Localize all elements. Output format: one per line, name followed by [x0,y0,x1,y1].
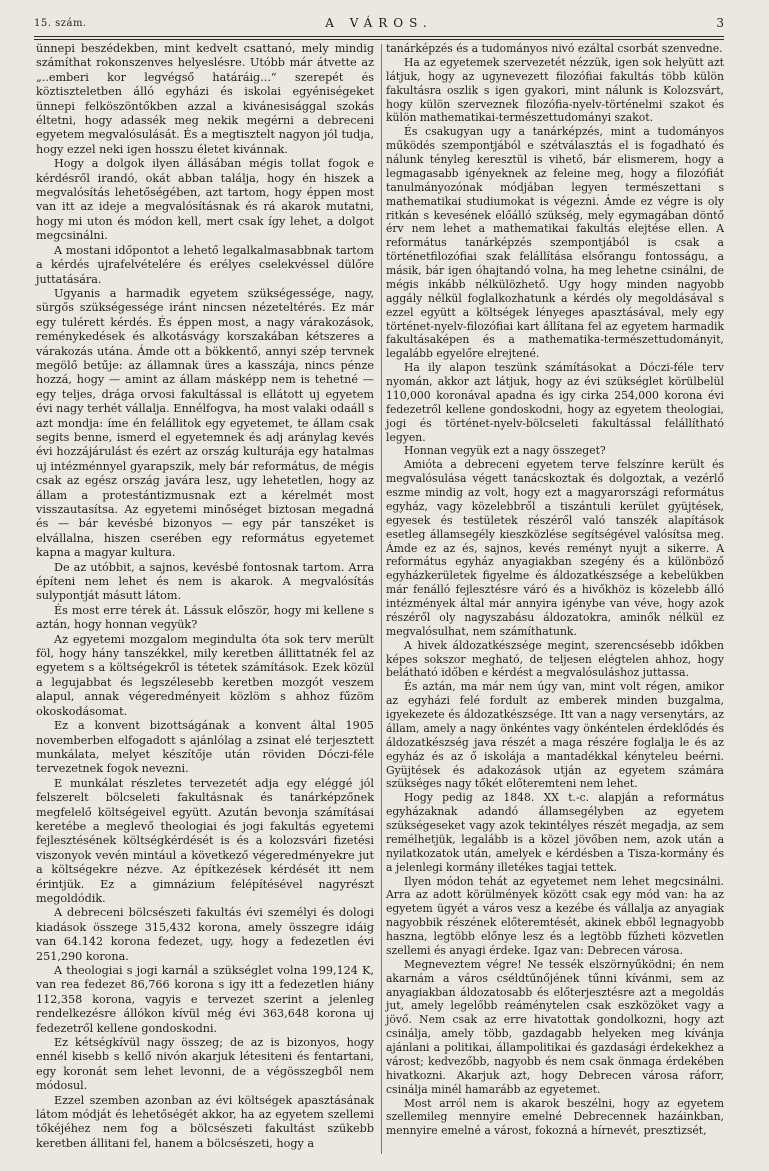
paragraph: Amióta a debreceni egyetem terve felszínre került és megvalósulása végett tanácskoztak és dolgoztak, a vezérlő eszme mindig az volt, hogy ezt a magyarországi református egyház, vagy közelebbről a tiszántuli kerület gyüjtések, egyesek és testületek részéről való tanszék alapítások esetleg államsegély kieszközlése segítségével valósítsa meg. Ámde ez az és, sajnos, kevés reményt nyujt a sikerre. A református egyház anyagiakban szegény és a különböző egyházkerületek figyelme és áldozatkészsége a kebelükben már fenálló fejlesztésre váró és a hivőkhöz is közelebb álló intézmények által már annyira igénybe van véve, hogy azok részéről oly nagyszabásu áldozatokra, aminők nélkül ez megvalósulhat, nem számíthatunk. [386,458,724,638]
paragraph: Ha ily alapon teszünk számításokat a Dóczi-féle terv nyomán, akkor azt látjuk, hogy az évi szükséglet körülbelül 110,000 koronával apadna és igy cirka 254,000 korona évi fedezetről kellene gondoskodni, hogy az egyetem theologiai, jogi és történet-nyelv-bölcseleti fakultással felállítható legyen. [386,361,724,444]
paragraph: Ez kétségkívül nagy összeg; de az is bizonyos, hogy ennél kisebb s kellő nivón akarjuk létesiteni és fentartani, egy koronát sem lehet levonni, de a végösszegből nem módosul. [36,1036,374,1093]
paragraph: Honnan vegyük ezt a nagy összeget? [404,444,606,458]
paragraph: A mostani időpontot a lehető legalkalmasabbnak tartom a kérdés ujrafelvételére és erélyes cselekvéssel dülőre juttatására. [36,243,374,286]
paragraph: A hivek áldozatkészsége megint, szerencsésebb időkben képes sokszor megható, de teljesen elégtelen ahhoz, hogy belátható időben e kérdést a megvalósuláshoz juttassa. [386,638,724,680]
paragraph: ünnepi beszédekben, mint kedvelt csattanó, mely mindig számíthat rokonszenves helyeslésre. Utóbb már átvette az „..emberi kor legvégső határáig...“ szerepét és köztiszteletben álló egyházi és iskolai egyéniségeket ünnepi felköszöntőkben azzal a kivánesisággal szokás éltetni, hogy adassék meg nekik megérni a debreceni egyetem megvalósulását. És a megtisztelt nagyon jól tudja, hogy ezzel neki igen hosszu életet kivánnak. [36,42,374,156]
right-column [386,42,724,1138]
paragraph: E munkálat részletes tervezetét adja egy eléggé jól felszerelt bölcseleti fakultásnak és tanárképzőnek megfelelő költségeivel együtt. Azután bevonja számításai keretébe a meglevő theologiai és jogi fakultás egyetemi fejlesztésének költségkérdését is és a kolozsvári fizetési viszonyok vevén mintául a következő végeredményekre jut a költségekre nézve. Az építkezések kérdését itt nem érintjük. Ez a gimnázium felépítésével nagyrészt megoldódik. [36,776,374,905]
column-divider [381,44,382,1154]
paragraph: És aztán, ma már nem úgy van, mint volt régen, amikor az egyházi felé fordult az emberek minden buzgalma, igyekezete és áldozatkészsége. Itt van a nagy versenytárs, az állam, amely a nagy önkéntes vagy önkéntelen érdeklődés és áldozatkészség java részét a maga részére foglalja le és az egyház és az ő iskolája a mantadékkal kényteleu beérni. Gyüjtések és adakozások utján az egyetem számára szükséges nagy tőkét előteremteni nem lehet. [386,680,724,791]
paragraph: Megneveztem végre! Ne tessék elszörnyűködni; én nem akarnám a város cséldtűnőjének tűnni kívánmi, sem az anyagiakban áldozatosabb és előterjesztésre azt a megoldás jut, amely legelőbb reáménytelen csak eszközöket vagy a jövő. Nem csak az erre hivatottak gondolkozni, hogy azt csinálja, amely több, gazdagabb helyeken meg kívánja ajánlani a politikai, állampolitikai és gazdasági érdekekhez a várost; kedvezőbb, nagyobb és nem csak önmaga érdekében hivatkozni. Akarjuk azt, hogy Debrecen városa ráforr, csinálja minél hamarább az egyetemet. [386,957,724,1096]
issue-number: 15. szám. [34,18,87,29]
paragraph: Most arról nem is akarok beszélni, hogy az egyetem szellemileg mennyire emelné Debrecennek hazáinkban, mennyire emelné a várost, fokozná a hírnevét, presztizsét, [386,1096,724,1138]
paragraph: A debreceni bölcsészeti fakultás évi személyi és dologi kiadások összege 315,432 korona, amely összegre idáig van 64.142 korona fedezet, ugy, hogy a fedezetlen évi 251,290 korona. [36,906,374,963]
left-column [36,42,374,1151]
paragraph: Ez a konvent bizottságának a konvent által 1905 novemberben elfogadott s ajánlólag a zsinat elé terjesztett munkálata, melyet készítője után röviden Dóczi-féle tervezetnek fogok nevezni. [36,719,374,776]
paragraph: És csakugyan ugy a tanárképzés, mint a tudományos működés szempontjából e szétválasztás el is fogadható és nálunk tényleg keresztül is vihető, bár elismerem, hogy a legmagasabb igényeknek az feleine meg, hogy a filozófiát tanulmányozónak módjában legyen természettani s mathematikai studiumokat is végezni. Ámde ez végre is oly ritkán s kevesének előálló szükség, mely egymagában döntő érv nem lehet a mathematikai fakultás elejtése ellen. A református tanárképzés szempontjából is csak a történetfilozófiai szak felállítása elsőrangu fontosságu, a másik, bár igen óhajtandó volna, ha meg lehetne csinálni, de mégis inkább nélkülözhető. Ugy hogy minden nagyobb aggály nélkül foglalkozhatunk a kérdés oly megoldásával s ezzel együtt a költségek lényeges apasztásával, mely egy történet-nyelv-filozófiai kart állítana fel az egyetem harmadik fakultásaképen és a mathematika-természettudományit, legalább egyelőre elrejtené. [386,125,724,361]
paragraph: Ugyanis a harmadik egyetem szükségessége, nagy, sürgős szükségessége iránt nincsen nézeteltérés. Ez már egy tulérett kérdés. És éppen most, a nagy várakozások, reménykedések és alkotásvágy korszakában kétszeres a várakozás utána. Ámde ott a bökkentő, annyi szép tervnek megölő betűje: az államnak üres a kasszája, nincs pénze hozzá, hogy — amint az állam másképp nem is tehetné — egy teljes, drága orvosi fakultással is ellátott uj egyetem évi nagy terhét vállalja. Ennélfogva, ha most valaki odaáll s azt mondja: íme én felállitok egy egyetemet, te állam csak segits benne, ismerd el egyetemnek és adj aránylag kevés évi hozzájárulást és ezért az ország kulturája egy hatalmas uj intézménnyel gyarapszik, mely bár református, de mégis csak az egész ország javára lesz, ugy lehetetlen, hogy az állam a protestántizmusnak ezt a kérelmét most visszautasítsa. Az egyetemi minőséget biztosan megadná és — bár kevésbé bizonyos — egy pár tanszéket is elvállalna, hiszen cserében egy református egyetemet kapna a magyar kultura. [36,286,374,560]
page-number: 3 [716,16,724,30]
paragraph: Hogy a dolgok ilyen állásában mégis tollat fogok e kérdésről irandó, okát abban találja, hogy én hiszek a megvalósítás lehetőségében, azt tartom, hogy éppen most van itt az ideje a megvalósításnak és rá akarok mutatni, hogy mi uton és módon kell, mert csak így lehet, a dolgot megcsinálni. [36,157,374,243]
paragraph: Hogy pedig az 1848. XX t.-c. alapján a református egyházaknak adandó államsegélyben az egyetem szükségeseket vagy azok tekintélyes részét megadja, az sem remélhetjük, legalább is a közel jövőben nem, azok után a nyilatkozatok után, amelyek e kérdésben a Tisza-kormány és a jelenlegi kormány illetékes tagjai tettek. [386,791,724,874]
newspaper-title: A VÁROS. [325,16,433,30]
paragraph: Ilyen módon tehát az egyetemet nem lehet megcsinálni. Arra az adott körülmények között csak egy mód van: ha az egyetem ügyét a város vesz a kezébe és vállalja az anyagiak nagyobbik részének előteremtését, akinek ebből legnagyobb haszna, legtöbb előnye lesz és a legtöbb fűzheti közvetlen szellemi és anyagi érdeke. Igaz van: Debrecen városa. [386,874,724,957]
paragraph: És most erre térek át. Lássuk először, hogy mi kellene s aztán, hogy honnan vegyük? [36,603,374,632]
paragraph: Ezzel szemben azonban az évi költségek apasztásának látom módját és lehetőségét akkor, ha az egyetem szellemi tőkéjéhez nem fog a bölcsészeti fakultást szükebb keretben állitani fel, hanem a bölcsészeti, hogy a [36,1093,374,1150]
paragraph: A theologiai s jogi karnál a szükséglet volna 199,124 K, van rea fedezet 86,766 korona s igy itt a fedezetlen hiány 112,358 korona, vagyis e tervezet szerint a jelenleg rendelkezésre állókon kívül még évi 363,648 korona uj fedezetről kellene gondoskodni. [36,964,374,1035]
paragraph: tanárképzés és a tudományos nivó ezáltal csorbát szenvedne. [386,42,723,55]
paragraph: De az utóbbit, a sajnos, kevésbé fontosnak tartom. Arra építeni nem lehet és nem is akarok. A megvalósítás sulypontját másutt látom. [36,560,374,603]
paragraph: Az egyetemi mozgalom megindulta óta sok terv merült föl, hogy hány tanszékkel, mily keretben állittatnék fel az egyetem s a költségekről is tétetek számítások. Ezek közül a legujabbat és legszélesebb keretben mozgót veszem alapul, annak végeredményeit közlöm s ahhoz fűzöm okoskodásomat. [36,632,374,718]
page-header [34,14,724,36]
header-rule-thick [34,36,724,37]
paragraph: Ha az egyetemek szervezetét nézzük, igen sok helyütt azt látjuk, hogy az ugynevezett filozófiai fakultás több külön fakultásra oszlik s igen gyakori, mint nálunk is Kolozsvárt, hogy külön szerveznek filozófia-nyelv-történelmi szakot és külön mathematikai-természettudományi szakot. [386,55,724,125]
header-rule-thin [34,39,724,40]
